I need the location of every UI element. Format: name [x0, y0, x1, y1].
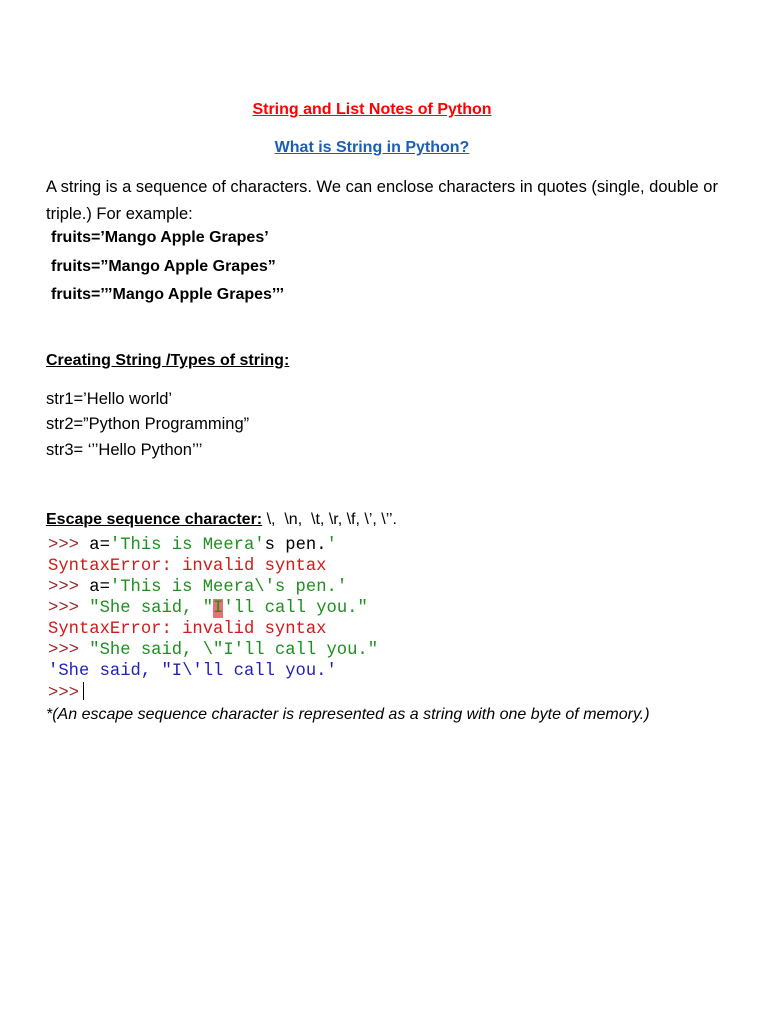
- console-line: [48, 598, 468, 619]
- console-line: [48, 577, 468, 598]
- console-prompt: >>>: [48, 599, 90, 618]
- console-string: ': [326, 536, 337, 555]
- python-console-screenshot: [48, 535, 468, 703]
- console-prompt: >>>: [48, 536, 90, 555]
- string-example-str2: str2=”Python Programming”: [46, 415, 250, 433]
- console-line: [48, 640, 468, 661]
- console-string: 'This is Meera': [109, 536, 265, 555]
- console-code: a=: [89, 536, 110, 555]
- intro-paragraph: A string is a sequence of characters. We can enclose characters in quotes (single, double or triple.) For example:: [46, 178, 718, 223]
- console-error: SyntaxError: invalid syntax: [48, 557, 327, 576]
- document-title: String and List Notes of Python: [252, 101, 492, 118]
- example-triple-quotes: fruits=’’’Mango Apple Grapes’’’: [51, 286, 285, 303]
- console-string: "She said, ": [89, 599, 214, 618]
- console-line: [48, 535, 468, 556]
- console-string: 'This is Meera\'s pen.': [109, 578, 348, 597]
- console-prompt: >>>: [48, 684, 79, 703]
- escape-sequence-note: *(An escape sequence character is represented as a string with one byte of memory.): [46, 706, 650, 723]
- console-code: s pen.: [264, 536, 327, 555]
- console-prompt: >>>: [48, 641, 90, 660]
- example-double-quotes: fruits=”Mango Apple Grapes”: [51, 258, 276, 275]
- example-single-quotes: fruits=’Mango Apple Grapes’: [51, 229, 269, 246]
- section-heading-creating-string: Creating String /Types of string:: [46, 352, 290, 369]
- console-error-highlight: I: [213, 599, 224, 618]
- escape-sequence-list: \, \n, \t, \r, \f, \’, \’’.: [262, 511, 397, 528]
- console-code: a=: [89, 578, 110, 597]
- string-example-str3: str3= ‘’’Hello Python’’’: [46, 441, 203, 459]
- escape-sequence-label: Escape sequence character:: [46, 511, 263, 528]
- console-string: "She said, \"I'll call you.": [89, 641, 379, 660]
- escape-sequence-line: [46, 511, 397, 529]
- string-example-str1: str1=’Hello world’: [46, 390, 173, 408]
- console-error: SyntaxError: invalid syntax: [48, 620, 327, 639]
- console-line: [48, 682, 468, 703]
- section-heading-what-is-string: What is String in Python?: [274, 139, 470, 156]
- console-prompt: >>>: [48, 578, 90, 597]
- console-string: 'll call you.": [223, 599, 368, 618]
- console-output: 'She said, "I\'ll call you.': [48, 662, 337, 681]
- text-cursor: [83, 682, 84, 700]
